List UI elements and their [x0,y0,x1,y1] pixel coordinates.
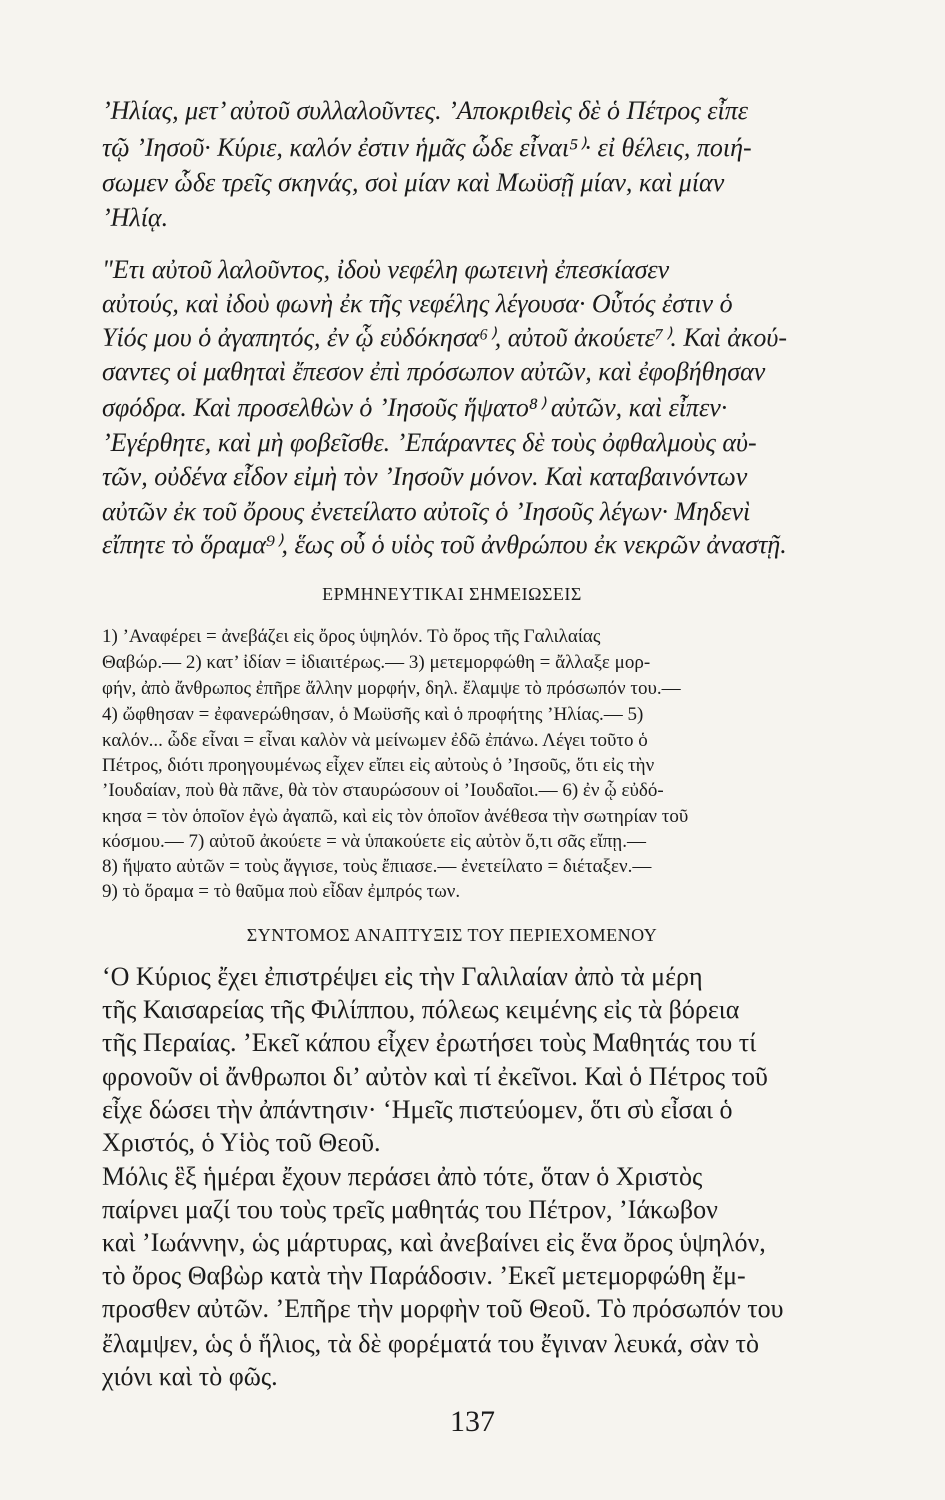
summary-line: τῆς Καισαρείας τῆς Φιλίππου, πόλεως κειμένης εἰς τὰ βόρεια [102,995,740,1024]
gospel-line: σωμεν ὧδε τρεῖς σκηνάς, σοὶ μίαν καὶ Μωϋσῇ μίαν, καὶ μίαν [102,168,725,197]
note-line: ’Ιουδαίαν, ποὺ θὰ πᾶνε, θὰ τὸν σταυρώσουν οἱ ’Ιουδαῖοι.— 6) ἐν ᾧ εὐδό- [102,780,664,801]
page-number: 137 [450,1405,495,1438]
gospel-line: ’Ηλίας, μετ’ αὐτοῦ συλλαλοῦντες. ’Αποκριθεὶς δὲ ὁ Πέτρος εἶπε [102,96,749,125]
note-line: Θαβώρ.— 2) κατ’ ἰδίαν = ἰδιαιτέρως.— 3) μετεμορφώθη = ἄλλαξε μορ- [102,652,651,673]
summary-line: προσθεν αὐτῶν. ’Επῆρε τὴν μορφὴν τοῦ Θεοῦ. Τὸ πρόσωπόν του [102,1294,784,1323]
gospel-line: αὐτούς, καὶ ἰδοὺ φωνὴ ἐκ τῆς νεφέλης λέγουσα· Οὗτός ἐστιν ὁ [102,289,733,318]
note-line: 1) ’Αναφέρει = ἀνεβάζει εἰς ὄρος ὑψηλόν. Τὸ ὄρος τῆς Γαλιλαίας [102,626,601,647]
gospel-line: τῷ ’Ιησοῦ· Κύριε, καλόν ἐστιν ἡμᾶς ὧδε εἶναι⁵⁾· εἰ θέλεις, ποιή- [102,133,752,162]
gospel-line: ’Εγέρθητε, καὶ μὴ φοβεῖσθε. ’Επάραντες δὲ τοὺς ὀφθαλμοὺς αὐ- [102,428,757,457]
gospel-line: εἴπητε τὸ ὅραμα⁹⁾, ἕως οὗ ὁ υἱὸς τοῦ ἀνθρώπου ἐκ νεκρῶν ἀναστῇ. [102,530,787,559]
note-line: 4) ὤφθησαν = ἐφανερώθησαν, ὁ Μωϋσῆς καὶ ὁ προφήτης ’Ηλίας.— 5) [102,704,644,725]
summary-line: τῆς Περαίας. ’Εκεῖ κάπου εἶχεν ἐρωτήσει τοὺς Μαθητάς του τί [102,1028,757,1057]
summary-line: Μόλις ἓξ ἡμέραι ἔχουν περάσει ἀπὸ τότε, ὅταν ὁ Χριστὸς [102,1162,703,1191]
summary-line: ἔλαμψεν, ὡς ὁ ἥλιος, τὰ δὲ φορέματά του ἔγιναν λευκά, σὰν τὸ [102,1329,759,1358]
gospel-line: "Ετι αὐτοῦ λαλοῦντος, ἰδοὺ νεφέλη φωτεινὴ ἐπεσκίασεν [102,255,670,284]
summary-line: ‘Ο Κύριος ἔχει ἐπιστρέψει εἰς τὴν Γαλιλαίαν ἀπὸ τὰ μέρη [102,962,703,991]
note-line: κόσμου.— 7) αὐτοῦ ἀκούετε = νὰ ὑπακούετε εἰς αὐτὸν ὅ,τι σᾶς εἴπῃ.— [102,831,646,852]
gospel-line: τῶν, οὐδένα εἶδον εἰμὴ τὸν ’Ιησοῦν μόνον. Καὶ καταβαινόντων [102,462,748,491]
summary-line: χιόνι καὶ τὸ φῶς. [102,1362,278,1391]
gospel-line: Υἱός μου ὁ ἀγαπητός, ἐν ᾧ εὐδόκησα⁶⁾, αὐτοῦ ἀκούετε⁷⁾. Καὶ ἀκού- [102,323,788,352]
summary-line: καὶ ’Ιωάννην, ὡς μάρτυρας, καὶ ἀνεβαίνει εἰς ἕνα ὄρος ὑψηλόν, [102,1228,766,1257]
note-line: καλόν... ὧδε εἶναι = εἶναι καλὸν νὰ μείνωμεν ἐδῶ ἐπάνω. Λέγει τοῦτο ὁ [102,730,648,751]
gospel-line: σαντες οἱ μαθηταὶ ἔπεσον ἐπὶ πρόσωπον αὐτῶν, καὶ ἐφοβήθησαν [102,357,766,386]
gospel-line: σφόδρα. Καὶ προσελθὼν ὁ ’Ιησοῦς ἥψατο⁸⁾ αὐτῶν, καὶ εἶπεν· [102,393,728,422]
gospel-line: ’Ηλίᾳ. [102,203,169,232]
summary-line: Χριστός, ὁ Υἱὸς τοῦ Θεοῦ. [102,1128,381,1157]
notes-heading: ΕΡΜΗΝΕΥΤΙΚΑΙ ΣΗΜΕΙΩΣΕΙΣ [322,584,582,604]
gospel-line: αὐτῶν ἐκ τοῦ ὄρους ἐνετείλατο αὐτοῖς ὁ ’Ιησοῦς λέγων· Μηδενὶ [102,497,751,526]
note-line: φήν, ἀπὸ ἄνθρωπος ἐπῆρε ἄλλην μορφήν, δηλ. ἔλαμψε τὸ πρόσωπόν του.— [102,678,681,699]
summary-line: φρονοῦν οἱ ἄνθρωποι δι’ αὐτὸν καὶ τί ἐκεῖνοι. Καὶ ὁ Πέτρος τοῦ [102,1062,768,1091]
note-line: Πέτρος, διότι προηγουμένως εἶχεν εἴπει εἰς αὐτοὺς ὁ ’Ιησοῦς, ὅτι εἰς τὴν [102,755,655,776]
summary-line: εἶχε δώσει τὴν ἀπάντησιν· ‘Ημεῖς πιστεύομεν, ὅτι σὺ εἶσαι ὁ [102,1095,733,1124]
note-line: κησα = τὸν ὁποῖον ἐγὼ ἀγαπῶ, καὶ εἰς τὸν ὁποῖον ἀνέθεσα τὴν σωτηρίαν τοῦ [102,806,689,827]
note-line: 9) τὸ ὅραμα = τὸ θαῦμα ποὺ εἶδαν ἐμπρός των. [102,881,461,902]
summary-line: παίρνει μαζί του τοὺς τρεῖς μαθητάς του Πέτρον, ’Ιάκωβον [102,1195,718,1224]
note-line: 8) ἥψατο αὐτῶν = τοὺς ἄγγισε, τοὺς ἔπιασε.— ἐνετείλατο = διέταξεν.— [102,856,652,877]
summary-heading: ΣΥΝΤΟΜΟΣ ΑΝΑΠΤΥΞΙΣ ΤΟΥ ΠΕΡΙΕΧΟΜΕΝΟΥ [246,925,658,945]
summary-line: τὸ ὄρος Θαβὼρ κατὰ τὴν Παράδοσιν. ’Εκεῖ μετεμορφώθη ἔμ- [102,1261,746,1290]
